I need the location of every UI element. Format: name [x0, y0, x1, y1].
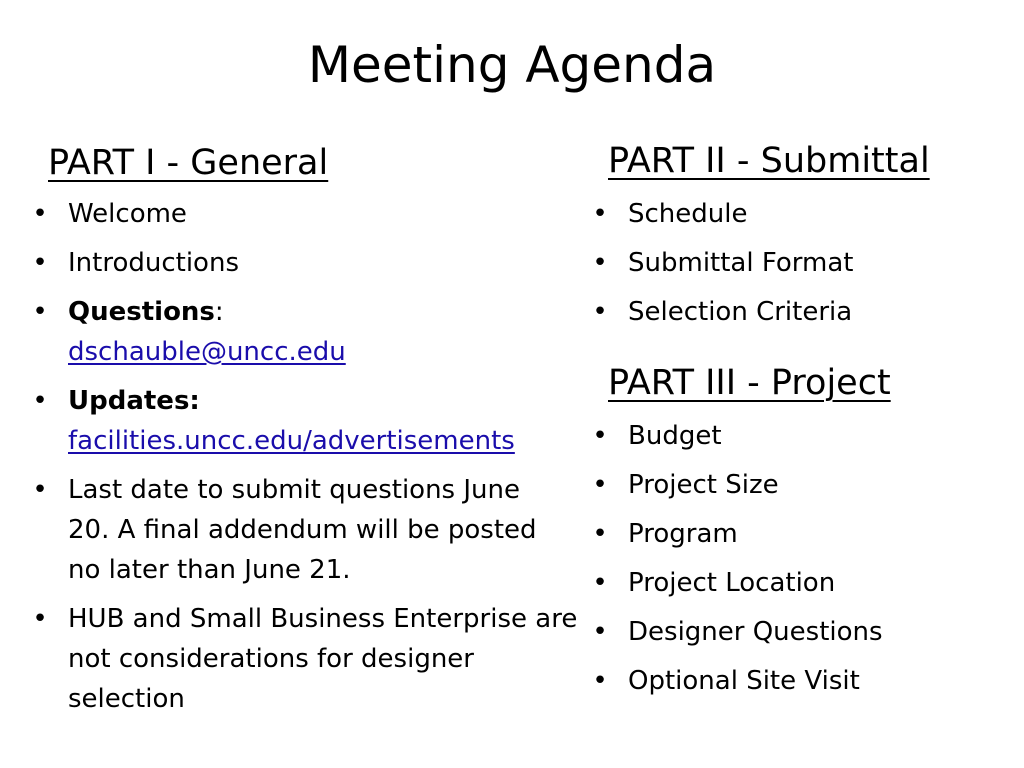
list-item: [588, 416, 1008, 456]
list-item-introductions: [28, 243, 568, 283]
bullet-icon: •: [592, 421, 608, 451]
bullet-icon: •: [592, 568, 608, 598]
questions-email-link[interactable]: dschauble@uncc.edu: [68, 337, 346, 367]
part3-heading: PART III - Project: [608, 363, 891, 403]
item-text: Schedule: [628, 199, 748, 229]
list-item: [588, 661, 1008, 701]
list-item: [588, 194, 1008, 234]
list-item: [588, 292, 1008, 332]
item-text: Introductions: [68, 248, 239, 278]
item-text: Submittal Format: [628, 248, 854, 278]
bullet-icon: •: [592, 519, 608, 549]
item-text: Last date to submit questions June 20. A final addendum will be posted no later than June 21.: [68, 475, 537, 585]
list-item: [588, 612, 1008, 652]
part2-list: [588, 194, 1008, 341]
item-text: Project Location: [628, 568, 836, 598]
bullet-icon: •: [32, 604, 48, 634]
updates-link[interactable]: facilities.uncc.edu/advertisements: [68, 426, 515, 456]
questions-sep: :: [214, 297, 224, 327]
item-text: Designer Questions: [628, 617, 883, 647]
bullet-icon: •: [32, 199, 48, 229]
item-text: Selection Criteria: [628, 297, 853, 327]
part1-list: [28, 194, 578, 728]
list-item-updates: [28, 381, 568, 461]
bullet-icon: •: [592, 666, 608, 696]
bullet-icon: •: [592, 470, 608, 500]
list-item-questions: [28, 292, 568, 372]
item-text: Program: [628, 519, 738, 549]
bullet-icon: •: [592, 617, 608, 647]
list-item: [588, 465, 1008, 505]
list-item: [588, 243, 1008, 283]
bullet-icon: •: [32, 386, 48, 416]
list-item: [588, 514, 1008, 554]
part2-heading: PART II - Submittal: [608, 141, 930, 181]
bullet-icon: •: [592, 248, 608, 278]
bullet-icon: •: [592, 297, 608, 327]
updates-label: Updates:: [68, 386, 200, 416]
item-text: HUB and Small Business Enterprise are not considerations for designer selection: [68, 604, 578, 714]
list-item-last-date: [28, 470, 568, 590]
page-title: Meeting Agenda: [307, 36, 717, 94]
bullet-icon: •: [592, 199, 608, 229]
item-text: Project Size: [628, 470, 779, 500]
bullet-icon: •: [32, 297, 48, 327]
item-text: Optional Site Visit: [628, 666, 860, 696]
list-item: [588, 563, 1008, 603]
bullet-icon: •: [32, 248, 48, 278]
bullet-icon: •: [32, 475, 48, 505]
item-text: Welcome: [68, 199, 187, 229]
part1-heading: PART I - General: [48, 143, 329, 183]
part3-list: [588, 416, 1008, 710]
list-item-hub: [28, 599, 578, 719]
list-item-welcome: [28, 194, 568, 234]
item-text: Budget: [628, 421, 722, 451]
questions-label: Questions: [68, 297, 215, 327]
